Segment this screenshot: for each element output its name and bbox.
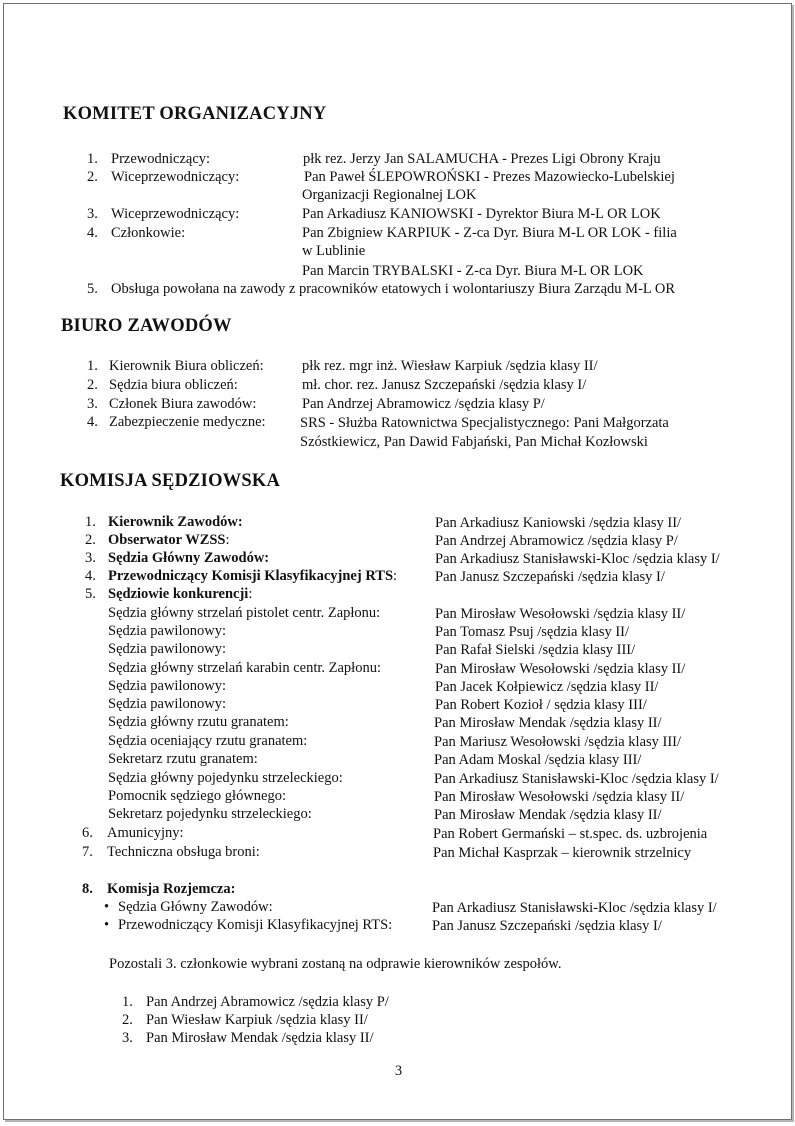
row-label: Przewodniczący: xyxy=(111,151,211,167)
judge-value: Pan Mirosław Mendak /sędzia klasy II/ xyxy=(434,715,662,731)
row-value: w Lublinie xyxy=(302,243,366,259)
list-number: 2. xyxy=(85,532,96,548)
bullet: • xyxy=(104,899,110,915)
row-label: Kierownik Zawodów: xyxy=(108,514,243,530)
list-number: 3. xyxy=(87,396,98,412)
judge-label: Sekretarz pojedynku strzeleckiego: xyxy=(108,806,312,822)
row-value: Pan Paweł ŚLEPOWROŃSKI - Prezes Mazowiecko-Lubelskiej xyxy=(304,169,675,185)
list-number: 5. xyxy=(87,281,98,297)
row-label xyxy=(108,567,397,585)
row-label: Amunicyjny: xyxy=(107,825,184,841)
list-number: 4. xyxy=(87,414,98,430)
row-label-bold: Sędziowie konkurencji xyxy=(108,586,249,602)
list-number: 3. xyxy=(87,206,98,222)
section-heading-komisja: KOMISJA SĘDZIOWSKA xyxy=(60,471,280,491)
row-label xyxy=(108,585,252,603)
judge-value: Pan Mirosław Wesołowski /sędzia klasy II/ xyxy=(434,789,685,805)
row-label: Kierownik Biura obliczeń: xyxy=(109,358,264,374)
row-label: Sędzia Główny Zawodów: xyxy=(118,899,273,915)
page-number: 3 xyxy=(394,1063,403,1079)
list-number: 8. xyxy=(82,881,93,897)
list-number: 3. xyxy=(85,550,96,566)
row-value: Szóstkiewicz, Pan Dawid Fabjański, Pan Michał Kozłowski xyxy=(300,434,648,450)
judge-value: Pan Mirosław Wesołowski /sędzia klasy II/ xyxy=(435,661,686,677)
row-label: Komisja Rozjemcza: xyxy=(107,881,236,897)
judge-label: Sekretarz rzutu granatem: xyxy=(108,751,258,767)
list-number: 1. xyxy=(87,358,98,374)
document-page xyxy=(3,3,792,1120)
row-value: Pan Arkadiusz Stanisławski-Kloc /sędzia klasy I/ xyxy=(432,900,717,916)
row-label: Członkowie: xyxy=(111,225,186,241)
judge-label: Sędzia główny rzutu granatem: xyxy=(108,714,289,730)
note-text: Pozostali 3. członkowie wybrani zostaną na odprawie kierowników zespołów. xyxy=(109,956,562,972)
judge-label: Pomocnik sędziego głównego: xyxy=(108,788,287,804)
row-value: mł. chor. rez. Janusz Szczepański /sędzia klasy I/ xyxy=(302,377,587,393)
judge-label: Sędzia pawilonowy: xyxy=(108,623,226,639)
member-name: Pan Mirosław Mendak /sędzia klasy II/ xyxy=(146,1030,374,1046)
judge-value: Pan Robert Kozioł / sędzia klasy III/ xyxy=(435,697,647,713)
row-value: Pan Michał Kasprzak – kierownik strzelnicy xyxy=(433,845,692,861)
row-value: Pan Janusz Szczepański /sędzia klasy I/ xyxy=(432,918,662,934)
row-label: Sędzia Główny Zawodów: xyxy=(108,550,270,566)
row-value: Pan Janusz Szczepański /sędzia klasy I/ xyxy=(435,569,665,585)
row-value: SRS - Służba Ratownictwa Specjalistycznego: Pani Małgorzata xyxy=(300,415,669,431)
row-value: płk rez. mgr inż. Wiesław Karpiuk /sędzia klasy II/ xyxy=(302,358,598,374)
judge-label: Sędzia główny pojedynku strzeleckiego: xyxy=(108,770,343,786)
list-number: 3. xyxy=(122,1030,133,1046)
judge-label: Sędzia pawilonowy: xyxy=(108,678,226,694)
row-label-bold: Przewodniczący Komisji Klasyfikacyjnej RTS xyxy=(108,568,394,584)
row-label: Wiceprzewodniczący: xyxy=(111,169,240,185)
row-value: Pan Marcin TRYBALSKI - Z-ca Dyr. Biura M-L OR LOK xyxy=(302,263,644,279)
row-label: Członek Biura zawodów: xyxy=(109,396,257,412)
list-number: 1. xyxy=(122,994,133,1010)
row-label: Przewodniczący Komisji Klasyfikacyjnej RTS: xyxy=(118,917,393,933)
judge-value: Pan Mirosław Wesołowski /sędzia klasy II/ xyxy=(435,606,686,622)
section-heading-biuro: BIURO ZAWODÓW xyxy=(61,316,232,336)
judge-label: Sędzia główny strzelań pistolet centr. Zapłonu: xyxy=(108,605,381,621)
judge-label: Sędzia oceniający rzutu granatem: xyxy=(108,733,308,749)
member-name: Pan Andrzej Abramowicz /sędzia klasy P/ xyxy=(146,994,389,1010)
bullet: • xyxy=(104,917,110,933)
judge-value: Pan Tomasz Psuj /sędzia klasy II/ xyxy=(435,624,630,640)
row-label: Wiceprzewodniczący: xyxy=(111,206,240,222)
row-value: Organizacji Regionalnej LOK xyxy=(302,187,477,203)
row-label xyxy=(108,531,230,549)
list-number: 2. xyxy=(122,1012,133,1028)
judge-value: Pan Mirosław Mendak /sędzia klasy II/ xyxy=(434,807,662,823)
judge-label: Sędzia pawilonowy: xyxy=(108,696,226,712)
row-label: Obsługa powołana na zawody z pracowników etatowych i wolontariuszy Biura Zarządu M-L OR xyxy=(111,281,675,297)
list-number: 4. xyxy=(87,225,98,241)
judge-value: Pan Mariusz Wesołowski /sędzia klasy III/ xyxy=(434,734,682,750)
list-number: 2. xyxy=(87,169,98,185)
judge-value: Pan Jacek Kołpiewicz /sędzia klasy II/ xyxy=(435,679,659,695)
row-value: Pan Andrzej Abramowicz /sędzia klasy P/ xyxy=(302,396,545,412)
list-number: 5. xyxy=(85,586,96,602)
row-label-bold: Obserwator WZSS xyxy=(108,532,226,548)
section-heading-komitet: KOMITET ORGANIZACYJNY xyxy=(63,104,327,124)
label-colon: : xyxy=(393,568,398,584)
row-value: płk rez. Jerzy Jan SALAMUCHA - Prezes Ligi Obrony Kraju xyxy=(303,151,661,167)
row-label: Sędzia biura obliczeń: xyxy=(109,377,238,393)
judge-label: Sędzia główny strzelań karabin centr. Zapłonu: xyxy=(108,660,381,676)
row-value: Pan Arkadiusz Kaniowski /sędzia klasy II/ xyxy=(435,515,682,531)
row-value: Pan Robert Germański – st.spec. ds. uzbrojenia xyxy=(433,826,708,842)
label-colon: : xyxy=(248,586,253,602)
list-number: 1. xyxy=(87,151,98,167)
list-number: 2. xyxy=(87,377,98,393)
judge-value: Pan Arkadiusz Stanisławski-Kloc /sędzia klasy I/ xyxy=(434,771,719,787)
row-value: Pan Andrzej Abramowicz /sędzia klasy P/ xyxy=(435,533,678,549)
row-value: Pan Zbigniew KARPIUK - Z-ca Dyr. Biura M-L OR LOK - filia xyxy=(302,225,677,241)
judge-value: Pan Adam Moskal /sędzia klasy III/ xyxy=(434,752,642,768)
list-number: 1. xyxy=(85,514,96,530)
judge-value: Pan Rafał Sielski /sędzia klasy III/ xyxy=(435,642,636,658)
row-label: Techniczna obsługa broni: xyxy=(107,844,260,860)
judge-label: Sędzia pawilonowy: xyxy=(108,641,226,657)
row-label: Zabezpieczenie medyczne: xyxy=(109,414,266,430)
list-number: 7. xyxy=(82,844,93,860)
row-value: Pan Arkadiusz KANIOWSKI - Dyrektor Biura M-L OR LOK xyxy=(302,206,661,222)
member-name: Pan Wiesław Karpiuk /sędzia klasy II/ xyxy=(146,1012,368,1028)
label-colon: : xyxy=(225,532,230,548)
list-number: 4. xyxy=(85,568,96,584)
list-number: 6. xyxy=(82,825,93,841)
row-value: Pan Arkadiusz Stanisławski-Kloc /sędzia klasy I/ xyxy=(435,551,720,567)
